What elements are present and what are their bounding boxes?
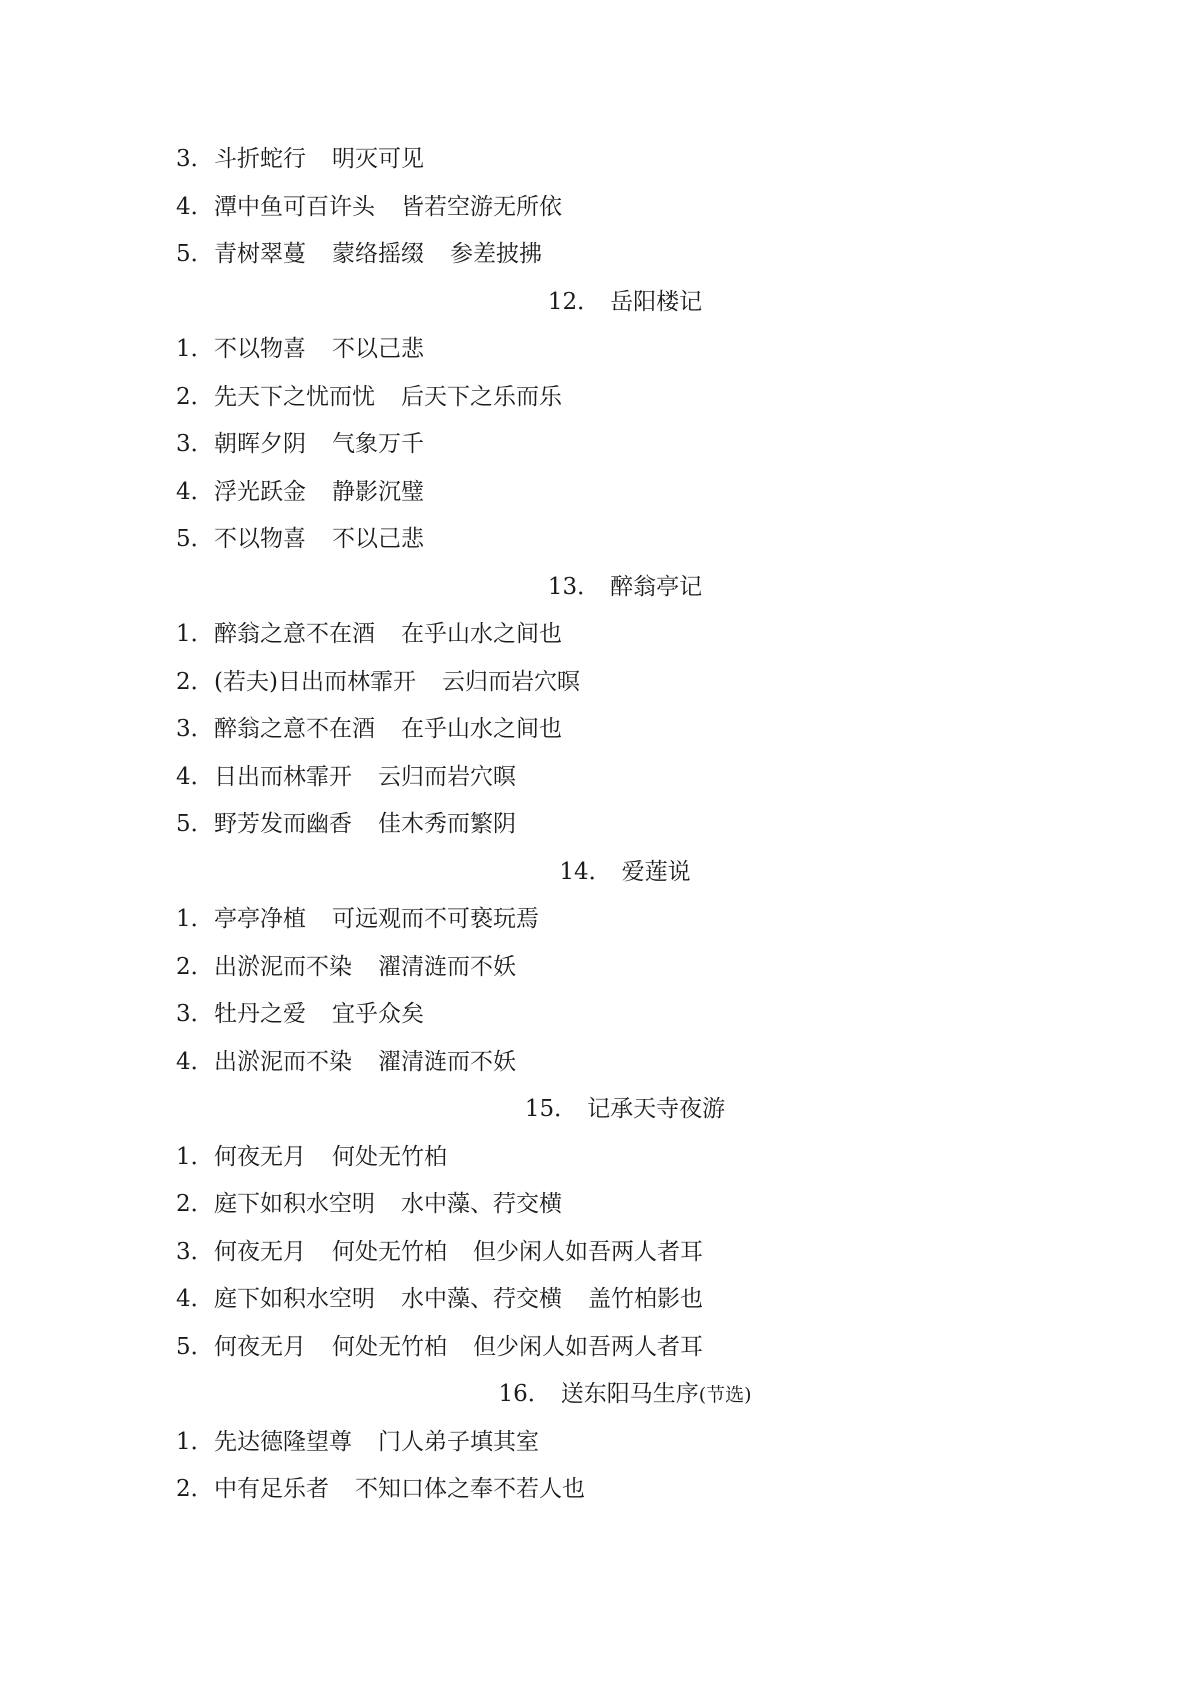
answer-phrase: 盖竹柏影也	[588, 1286, 703, 1312]
section-title: 记承天寺夜游	[587, 1096, 726, 1122]
answer-number: 3．	[176, 716, 214, 742]
answer-line	[0, 1134, 1200, 1182]
answer-phrase: 中有足乐者	[214, 1476, 329, 1502]
answer-phrase: 何夜无月	[214, 1143, 306, 1170]
answer-number: 1．	[176, 1428, 214, 1455]
answer-line	[0, 611, 1200, 659]
answer-number: 1．	[176, 906, 214, 932]
answer-phrase: 水中藻、荇交横	[401, 1286, 562, 1312]
answer-number: 3．	[176, 1001, 214, 1027]
answer-number: 2．	[176, 383, 214, 410]
answer-number: 4．	[176, 1048, 214, 1075]
answer-line	[0, 421, 1200, 469]
answer-number: 2．	[176, 1476, 214, 1502]
answer-number: 2．	[176, 668, 214, 695]
section-title-note: (节选)	[698, 1384, 752, 1406]
section-heading	[0, 279, 1200, 327]
section-title: 爱莲说	[621, 858, 691, 885]
answer-number: 3．	[176, 146, 214, 172]
section-heading	[0, 1371, 1200, 1419]
answer-line	[0, 1324, 1200, 1372]
answer-phrase: 不以物喜	[214, 336, 306, 362]
answer-phrase: 在乎山水之间也	[401, 716, 562, 742]
answer-line	[0, 659, 1200, 707]
answer-line	[0, 1466, 1200, 1514]
section-number: 12．	[547, 288, 601, 315]
answer-phrase: 濯清涟而不妖	[378, 953, 516, 980]
answer-phrase: (若夫)日出而林霏开	[214, 668, 416, 695]
answer-phrase: 庭下如积水空明	[214, 1286, 375, 1312]
section-heading	[0, 849, 1200, 897]
section-number: 14．	[559, 858, 612, 885]
answer-phrase: 濯清涟而不妖	[378, 1048, 516, 1075]
answer-phrase: 静影沉璧	[332, 478, 424, 505]
answer-number: 4．	[176, 193, 214, 220]
answer-key-page	[0, 136, 1200, 1514]
answer-phrase: 先天下之忧而忧	[214, 383, 375, 410]
answer-phrase: 醉翁之意不在酒	[214, 621, 375, 647]
answer-line	[0, 801, 1200, 849]
answer-phrase: 但少闲人如吾两人者耳	[473, 1238, 703, 1265]
answer-phrase: 何处无竹柏	[332, 1238, 447, 1265]
answer-phrase: 明灭可见	[332, 146, 424, 172]
answer-phrase: 宜乎众矣	[332, 1001, 424, 1027]
answer-number: 5．	[176, 811, 214, 837]
answer-number: 2．	[176, 1191, 214, 1217]
answer-phrase: 牡丹之爱	[214, 1001, 306, 1027]
answer-phrase: 野芳发而幽香	[214, 811, 352, 837]
answer-phrase: 云归而岩穴暝	[378, 763, 516, 790]
answer-line	[0, 1039, 1200, 1087]
section-number: 16．	[498, 1381, 551, 1407]
answer-line	[0, 706, 1200, 754]
answer-number: 1．	[176, 621, 214, 647]
answer-phrase: 庭下如积水空明	[214, 1191, 375, 1217]
answer-phrase: 何夜无月	[214, 1333, 306, 1360]
answer-phrase: 但少闲人如吾两人者耳	[473, 1333, 703, 1360]
answer-phrase: 皆若空游无所依	[401, 193, 562, 220]
section-number: 15．	[524, 1096, 578, 1122]
answer-phrase: 先达德隆望尊	[214, 1428, 352, 1455]
answer-line	[0, 184, 1200, 232]
answer-phrase: 不知口体之奉不若人也	[355, 1476, 585, 1502]
answer-phrase: 云归而岩穴暝	[441, 668, 580, 695]
answer-line	[0, 1419, 1200, 1467]
answer-phrase: 醉翁之意不在酒	[214, 716, 375, 742]
answer-line	[0, 231, 1200, 279]
answer-phrase: 参差披拂	[450, 241, 542, 267]
answer-line	[0, 896, 1200, 944]
section-title: 送东阳马生序	[560, 1381, 699, 1407]
answer-phrase: 朝晖夕阴	[214, 431, 306, 457]
answer-number: 1．	[176, 1143, 214, 1170]
answer-phrase: 日出而林霏开	[214, 763, 352, 790]
answer-line	[0, 374, 1200, 422]
section-heading	[0, 1086, 1200, 1134]
answer-number: 5．	[176, 526, 214, 552]
answer-phrase: 出淤泥而不染	[214, 953, 352, 980]
answer-phrase: 可远观而不可亵玩焉	[332, 906, 539, 932]
answer-phrase: 佳木秀而繁阴	[378, 811, 516, 837]
answer-phrase: 不以己悲	[332, 526, 424, 552]
answer-number: 3．	[176, 1238, 214, 1265]
answer-phrase: 浮光跃金	[214, 478, 306, 505]
answer-phrase: 蒙络摇缀	[332, 241, 424, 267]
answer-phrase: 门人弟子填其室	[378, 1428, 539, 1455]
section-heading	[0, 564, 1200, 612]
answer-line	[0, 136, 1200, 184]
answer-line	[0, 991, 1200, 1039]
answer-number: 3．	[176, 431, 214, 457]
answer-phrase: 水中藻、荇交横	[401, 1191, 562, 1217]
answer-number: 5．	[176, 241, 214, 267]
section-number: 13．	[547, 573, 601, 600]
answer-phrase: 后天下之乐而乐	[401, 383, 562, 410]
answer-phrase: 何处无竹柏	[332, 1143, 447, 1170]
answer-number: 5．	[176, 1333, 214, 1360]
answer-phrase: 潭中鱼可百许头	[214, 193, 375, 220]
answer-number: 4．	[176, 1286, 214, 1312]
answer-phrase: 何处无竹柏	[332, 1333, 447, 1360]
answer-line	[0, 326, 1200, 374]
answer-line	[0, 944, 1200, 992]
answer-line	[0, 516, 1200, 564]
answer-line	[0, 754, 1200, 802]
answer-phrase: 出淤泥而不染	[214, 1048, 352, 1075]
answer-phrase: 斗折蛇行	[214, 146, 306, 172]
section-title: 岳阳楼记	[610, 288, 703, 315]
answer-line	[0, 1229, 1200, 1277]
answer-number: 2．	[176, 953, 214, 980]
answer-number: 1．	[176, 336, 214, 362]
answer-phrase: 不以己悲	[332, 336, 424, 362]
section-title: 醉翁亭记	[610, 573, 703, 600]
answer-phrase: 青树翠蔓	[214, 241, 306, 267]
answer-line	[0, 1276, 1200, 1324]
answer-number: 4．	[176, 763, 214, 790]
answer-phrase: 何夜无月	[214, 1238, 306, 1265]
answer-phrase: 不以物喜	[214, 526, 306, 552]
answer-number: 4．	[176, 478, 214, 505]
answer-line	[0, 469, 1200, 517]
answer-line	[0, 1181, 1200, 1229]
answer-phrase: 亭亭净植	[214, 906, 306, 932]
answer-phrase: 在乎山水之间也	[401, 621, 562, 647]
answer-phrase: 气象万千	[332, 431, 424, 457]
